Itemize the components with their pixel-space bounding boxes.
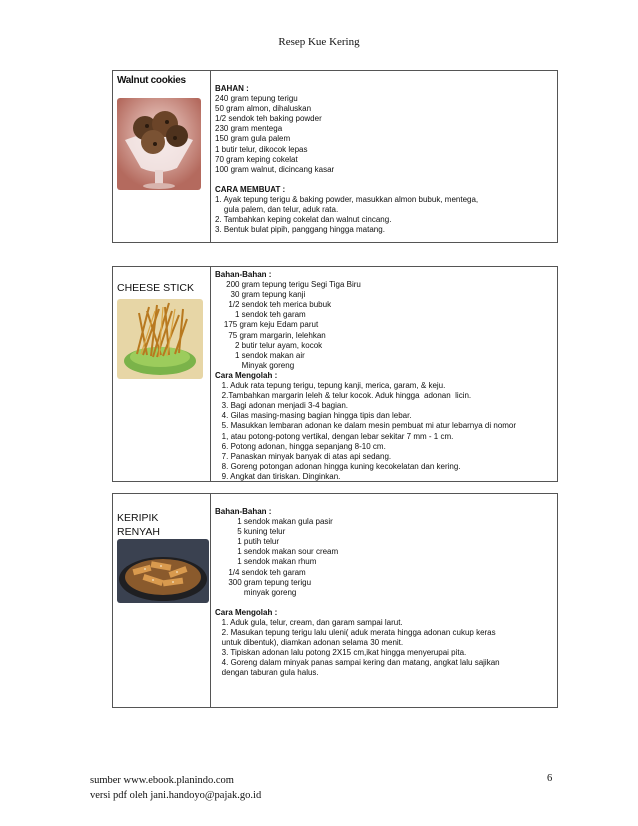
footer-source: sumber www.ebook.planindo.com [90, 775, 234, 786]
recipe-title: Walnut cookies [117, 75, 186, 86]
recipe-line: 1. Aduk gula, telur, cream, dan garam sampai larut. [215, 617, 403, 627]
recipe-line: minyak goreng [215, 587, 297, 597]
page-footer [90, 773, 261, 803]
recipe-line: 4. Gilas masing-masing bagian hingga tipis dan lebar. [215, 411, 412, 421]
section-heading: Bahan-Bahan : [215, 270, 272, 279]
recipe-line: 100 gram walnut, dicincang kasar [215, 164, 335, 174]
recipe-line: 2 butir telur ayam, kocok [215, 340, 323, 350]
recipe-line: gula palem, dan telur, aduk rata. [215, 205, 339, 215]
recipe-line: 50 gram almon, dihaluskan [215, 104, 312, 114]
recipe-line: 200 gram tepung terigu Segi Tiga Biru [215, 280, 361, 290]
recipe-title: CHEESE STICK [117, 282, 195, 294]
recipe-cheese-stick [112, 266, 558, 482]
recipe-line: 2. Masukan tepung terigu lalu uleni( aduk merata hingga adonan cukup keras [215, 628, 496, 638]
recipe-line: 6. Potong adonan, hingga sepanjang 8-10 cm. [215, 441, 386, 451]
recipe-line: 1. Aduk rata tepung terigu, tepung kanji, merica, garam, & keju. [215, 381, 446, 391]
recipe-line: 1 butir telur, dikocok lepas [215, 144, 308, 154]
keripik-renyah-photo [117, 539, 209, 603]
recipe-line: 5 kuning telur [215, 527, 286, 537]
section-heading: Cara Mengolah : [215, 607, 278, 617]
recipe-title-cell [113, 494, 211, 707]
recipe-line: 3. Bentuk bulat pipih, panggang hingga matang. [215, 225, 385, 235]
recipe-line: 1 sendok teh garam [215, 310, 306, 320]
recipe-line: 175 gram keju Edam parut [215, 320, 319, 330]
recipe-line: 1/4 sendok teh garam [215, 567, 306, 577]
recipe-content [211, 494, 557, 707]
recipe-line: 2. Tambahkan keping cokelat dan walnut cincang. [215, 215, 392, 225]
recipe-line: 230 gram mentega [215, 124, 283, 134]
recipe-line: 240 gram tepung terigu [215, 94, 298, 104]
section-heading: BAHAN : [215, 84, 249, 93]
recipe-line: 7. Panaskan minyak banyak di atas api sedang. [215, 451, 392, 461]
recipe-line: 300 gram tepung terigu [215, 577, 312, 587]
section-heading: Cara Mengolah : [215, 370, 278, 380]
recipe-line: 3. Bagi adonan menjadi 3-4 bagian. [215, 401, 348, 411]
recipe-line: 1 sendok makan sour cream [215, 547, 339, 557]
recipe-line [215, 497, 553, 507]
recipe-line [215, 74, 553, 84]
cheese-stick-photo [117, 299, 203, 379]
recipe-line: 150 gram gula palem [215, 134, 291, 144]
recipe-line: 9. Angkat dan tiriskan. Dinginkan. [215, 471, 341, 481]
recipe-line: 1 sendok makan air [215, 350, 305, 360]
recipe-line [215, 175, 553, 185]
recipe-line: Minyak goreng [215, 360, 295, 370]
recipe-line: 1/2 sendok teh merica bubuk [215, 300, 332, 310]
recipe-line: 1 sendok makan rhum [215, 557, 317, 567]
recipe-line: 5. Masukkan lembaran adonan ke dalam mesin pembuat mi atur lebarnya di nomor [215, 421, 517, 431]
section-heading: Bahan-Bahan : [215, 507, 272, 516]
recipe-line: 1, atau potong-potong vertikal, dengan lebar sekitar 7 mm - 1 cm. [215, 431, 454, 441]
recipe-walnut-cookies [112, 70, 558, 243]
recipe-content [211, 71, 557, 242]
recipe-title-line: KERIPIK [117, 512, 159, 524]
recipe-keripik-renyah [112, 493, 558, 708]
recipe-content [211, 267, 557, 481]
recipe-title-line: RENYAH [117, 526, 160, 538]
recipe-line: 4. Goreng dalam minyak panas sampai kering dan matang, angkat lalu sajikan [215, 658, 500, 668]
recipe-line: 70 gram keping cokelat [215, 154, 298, 164]
recipe-line [215, 598, 553, 608]
recipe-line: 1 putih telur [215, 537, 280, 547]
recipe-title-cell [113, 71, 211, 242]
recipe-line: 3. Tipiskan adonan lalu potong 2X15 cm,ikat hingga menyerupai pita. [215, 648, 467, 658]
recipe-line: 1/2 sendok teh baking powder [215, 114, 322, 124]
section-heading: CARA MEMBUAT : [215, 184, 286, 194]
recipe-title-cell [113, 267, 211, 481]
recipe-line: 75 gram margarin, lelehkan [215, 330, 326, 340]
recipe-line: 1 sendok makan gula pasir [215, 517, 333, 527]
recipe-line: dengan taburan gula halus. [215, 668, 319, 678]
recipe-line: 30 gram tepung kanji [215, 290, 306, 300]
recipe-line: untuk dibentuk), diamkan adonan selama 30 menit. [215, 638, 404, 648]
recipe-title [117, 511, 160, 539]
walnut-cookies-photo [117, 98, 201, 190]
recipe-line: 2.Tambahkan margarin leleh & telur kocok. Aduk hingga adonan licin. [215, 391, 472, 401]
recipe-line: 1. Ayak tepung terigu & baking powder, masukkan almon bubuk, mentega, [215, 194, 479, 204]
page-header: Resep Kue Kering [278, 36, 360, 48]
recipe-line: 8. Goreng potongan adonan hingga kuning kecokelatan dan kering. [215, 461, 461, 471]
page-number: 6 [547, 773, 553, 784]
footer-credit: versi pdf oleh jani.handoyo@pajak.go.id [90, 790, 262, 801]
